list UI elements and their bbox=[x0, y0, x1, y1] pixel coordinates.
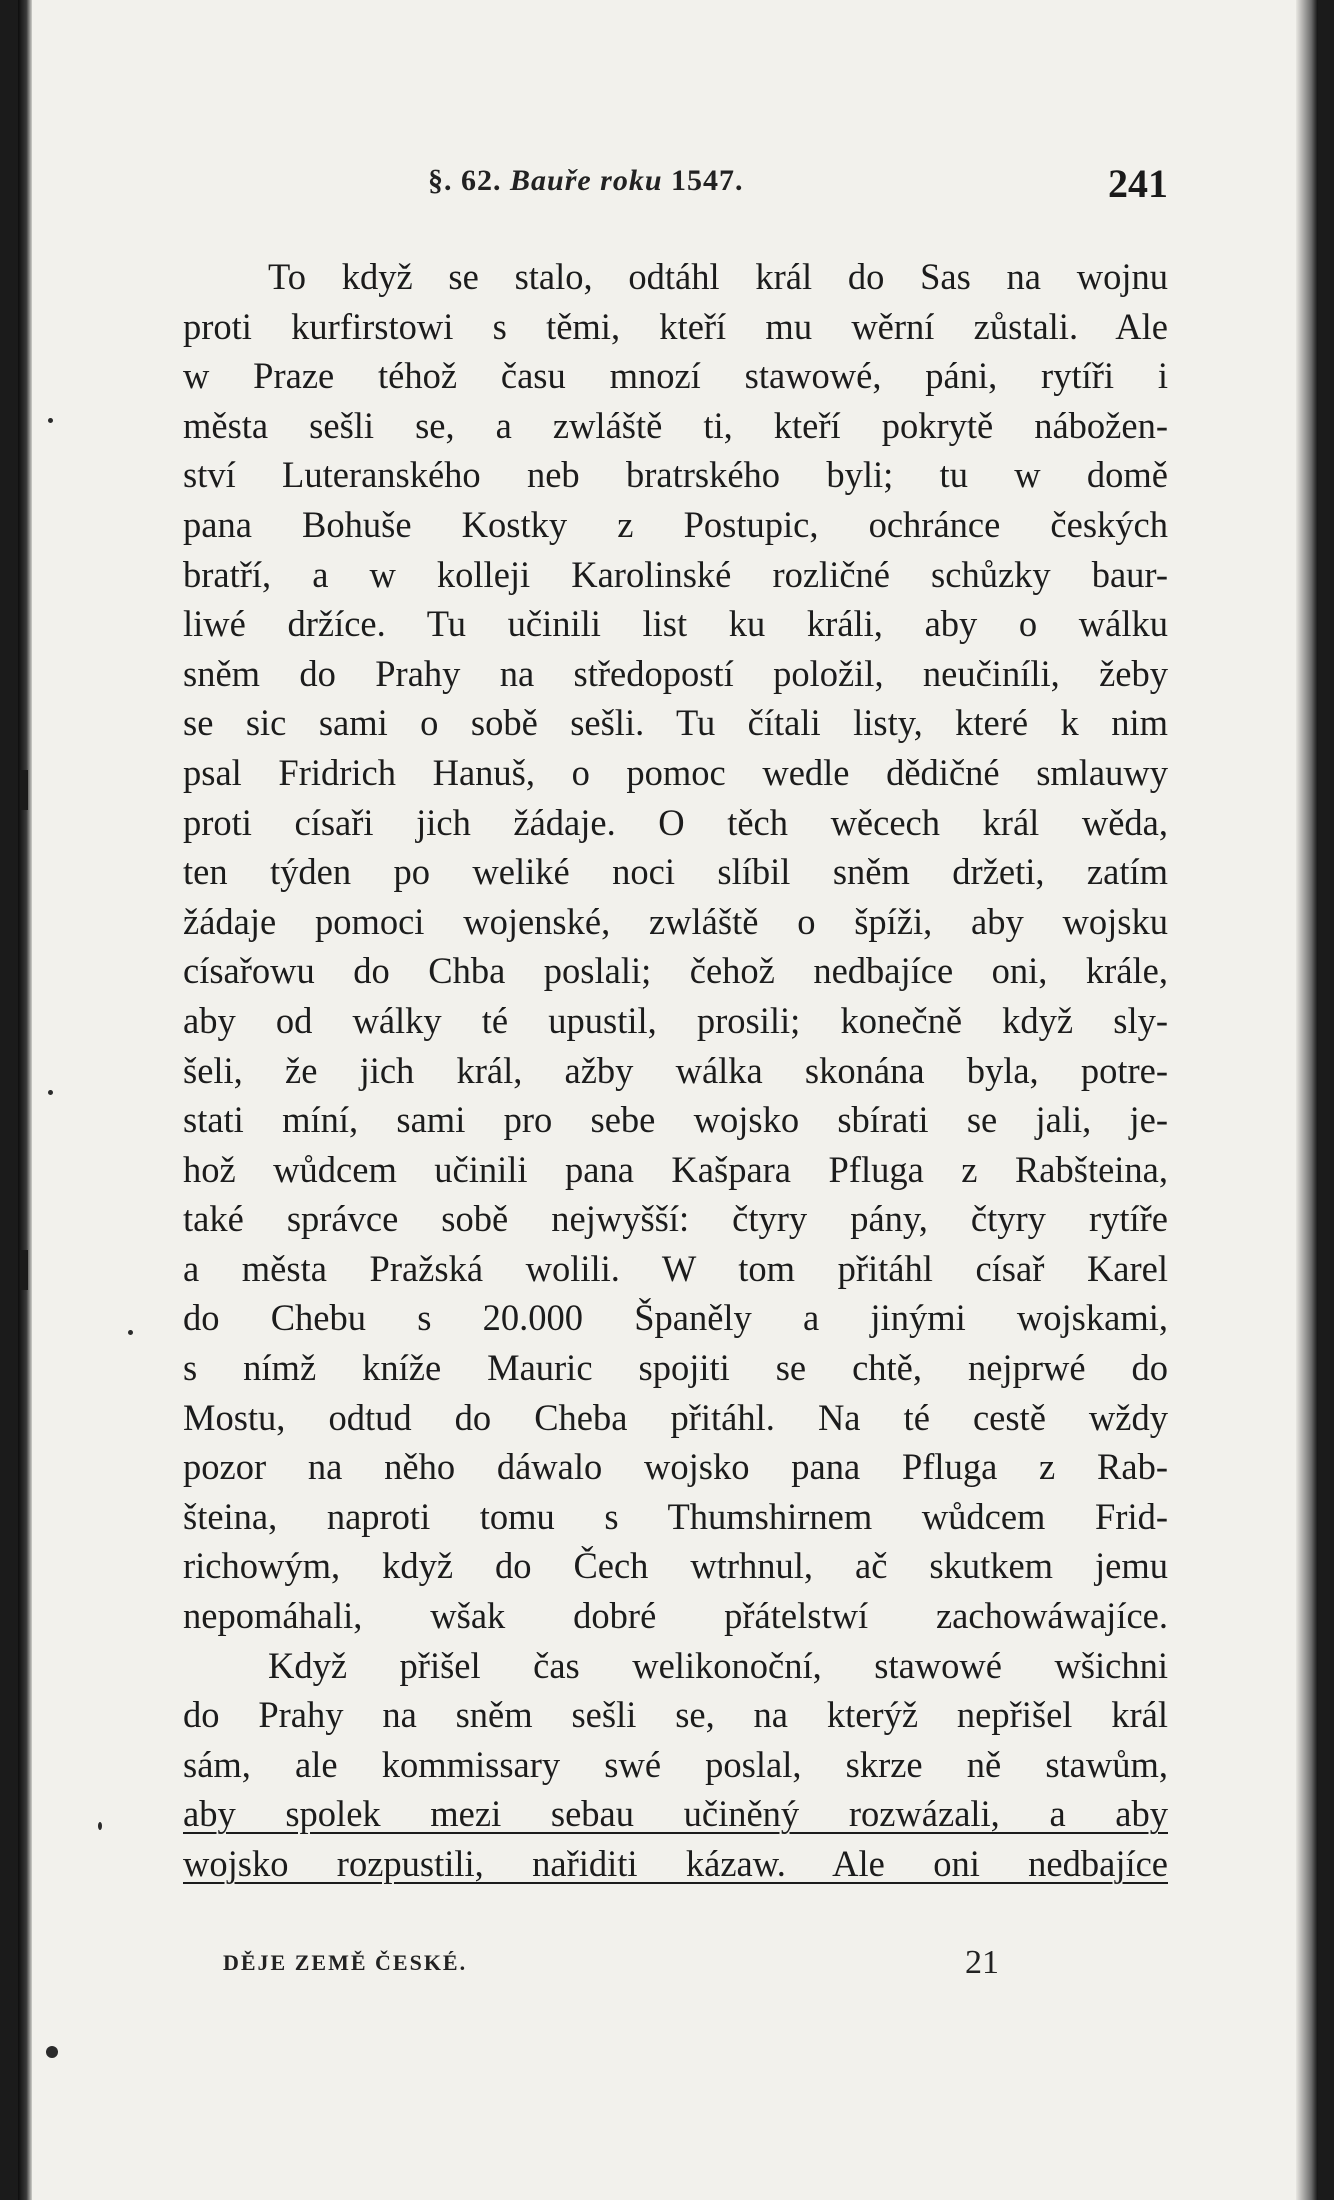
text-line: ten týden po weliké noci slíbil sněm držeti, zatím bbox=[183, 851, 1168, 893]
text-line: do Prahy na sněm sešli se, na kterýž nepřišel král bbox=[183, 1694, 1168, 1736]
text-line: aby od wálky té upustil, prosili; konečně když sly- bbox=[183, 999, 1168, 1041]
text-line: w Praze téhož času mnozí stawowé, páni, rytíři i bbox=[183, 355, 1168, 397]
text-line: císařowu do Chba poslali; čehož nedbajíce oni, krále, bbox=[183, 950, 1168, 992]
ink-speck bbox=[48, 1090, 53, 1095]
underlined-text-line: aby spolek mezi sebau učiněný rozwázali, a aby bbox=[183, 1793, 1168, 1835]
margin-mark bbox=[20, 1250, 28, 1290]
text-line: také správce sobě nejwyšší: čtyry pány, čtyry rytíře bbox=[183, 1198, 1168, 1240]
text-line: nepomáhali, wšak dobré přátelstwí zachowáwajíce. bbox=[183, 1595, 1168, 1637]
text-line: liwé držíce. Tu učinili list ku králi, aby o wálku bbox=[183, 603, 1168, 645]
ink-speck bbox=[48, 418, 53, 423]
text-line: sněm do Prahy na středopostí položil, neučiníli, žeby bbox=[183, 652, 1168, 694]
text-line: šteina, naproti tomu s Thumshirnem wůdcem Frid- bbox=[183, 1495, 1168, 1537]
text-line: města sešli se, a zwláště ti, kteří pokrytě nábožen- bbox=[183, 404, 1168, 446]
header-title-text: Bauře roku bbox=[510, 164, 663, 197]
header-title bbox=[428, 164, 744, 198]
text-line: žádaje pomoci wojenské, zwláště o špíži, aby wojsku bbox=[183, 900, 1168, 942]
text-line: bratří, a w kolleji Karolinské rozličné schůzky baur- bbox=[183, 553, 1168, 595]
text-line: šeli, že jich král, ažby wálka skonána byla, potre- bbox=[183, 1049, 1168, 1091]
text-line: richowým, když do Čech wtrhnul, ač skutkem jemu bbox=[183, 1545, 1168, 1587]
page-edge bbox=[1296, 0, 1318, 2200]
signature-mark: DĚJE ZEMĚ ČESKÉ. bbox=[223, 1950, 468, 1975]
text-line: se sic sami o sobě sešli. Tu čítali listy, které k nim bbox=[183, 702, 1168, 744]
section-mark: §. 62. bbox=[428, 164, 502, 197]
text-line: do Chebu s 20.000 Španěly a jinými wojskami, bbox=[183, 1297, 1168, 1339]
text-line: stati míní, sami pro sebe wojsko sbírati se jali, je- bbox=[183, 1099, 1168, 1141]
text-line: pozor na něho dáwalo wojsko pana Pfluga z Rab- bbox=[183, 1446, 1168, 1488]
page-number: 241 bbox=[1108, 161, 1168, 206]
text-line: psal Fridrich Hanuš, o pomoc wedle dědičné smlauwy bbox=[183, 751, 1168, 793]
text-line: proti císaři jich žádaje. O těch wěcech král wěda, bbox=[183, 801, 1168, 843]
margin-mark bbox=[20, 770, 28, 810]
text-line: a města Pražská wolili. W tom přitáhl císař Karel bbox=[183, 1247, 1168, 1289]
header-year: 1547. bbox=[671, 164, 744, 197]
ink-speck bbox=[128, 1330, 133, 1335]
page-footer bbox=[183, 1944, 1023, 1984]
ink-speck bbox=[98, 1822, 102, 1830]
text-line: sám, ale kommissary swé poslal, skrze ně stawům, bbox=[183, 1743, 1168, 1785]
body-text bbox=[183, 252, 1168, 1889]
text-line: Když přišel čas welikonoční, stawowé wšichni bbox=[268, 1644, 1168, 1686]
running-header bbox=[428, 161, 1168, 206]
text-line: ství Luteranského neb bratrského byli; tu w domě bbox=[183, 454, 1168, 496]
text-line: s nímž kníže Mauric spojiti se chtě, nejprwé do bbox=[183, 1347, 1168, 1389]
book-page bbox=[18, 0, 1318, 2200]
text-line: To když se stalo, odtáhl král do Sas na wojnu bbox=[268, 256, 1168, 297]
underlined-text-line: wojsko rozpustili, nařiditi kázaw. Ale oni nedbajíce bbox=[183, 1843, 1168, 1884]
ink-speck bbox=[46, 2046, 58, 2058]
text-line: pana Bohuše Kostky z Postupic, ochránce českých bbox=[183, 503, 1168, 545]
binding-gutter bbox=[18, 0, 32, 2200]
text-line: Mostu, odtud do Cheba přitáhl. Na té cestě wždy bbox=[183, 1396, 1168, 1438]
text-line: proti kurfirstowi s těmi, kteří mu wěrní zůstali. Ale bbox=[183, 305, 1168, 347]
sheet-number: 21 bbox=[965, 1944, 999, 1981]
text-line: hož wůdcem učinili pana Kašpara Pfluga z Rabšteina, bbox=[183, 1148, 1168, 1190]
